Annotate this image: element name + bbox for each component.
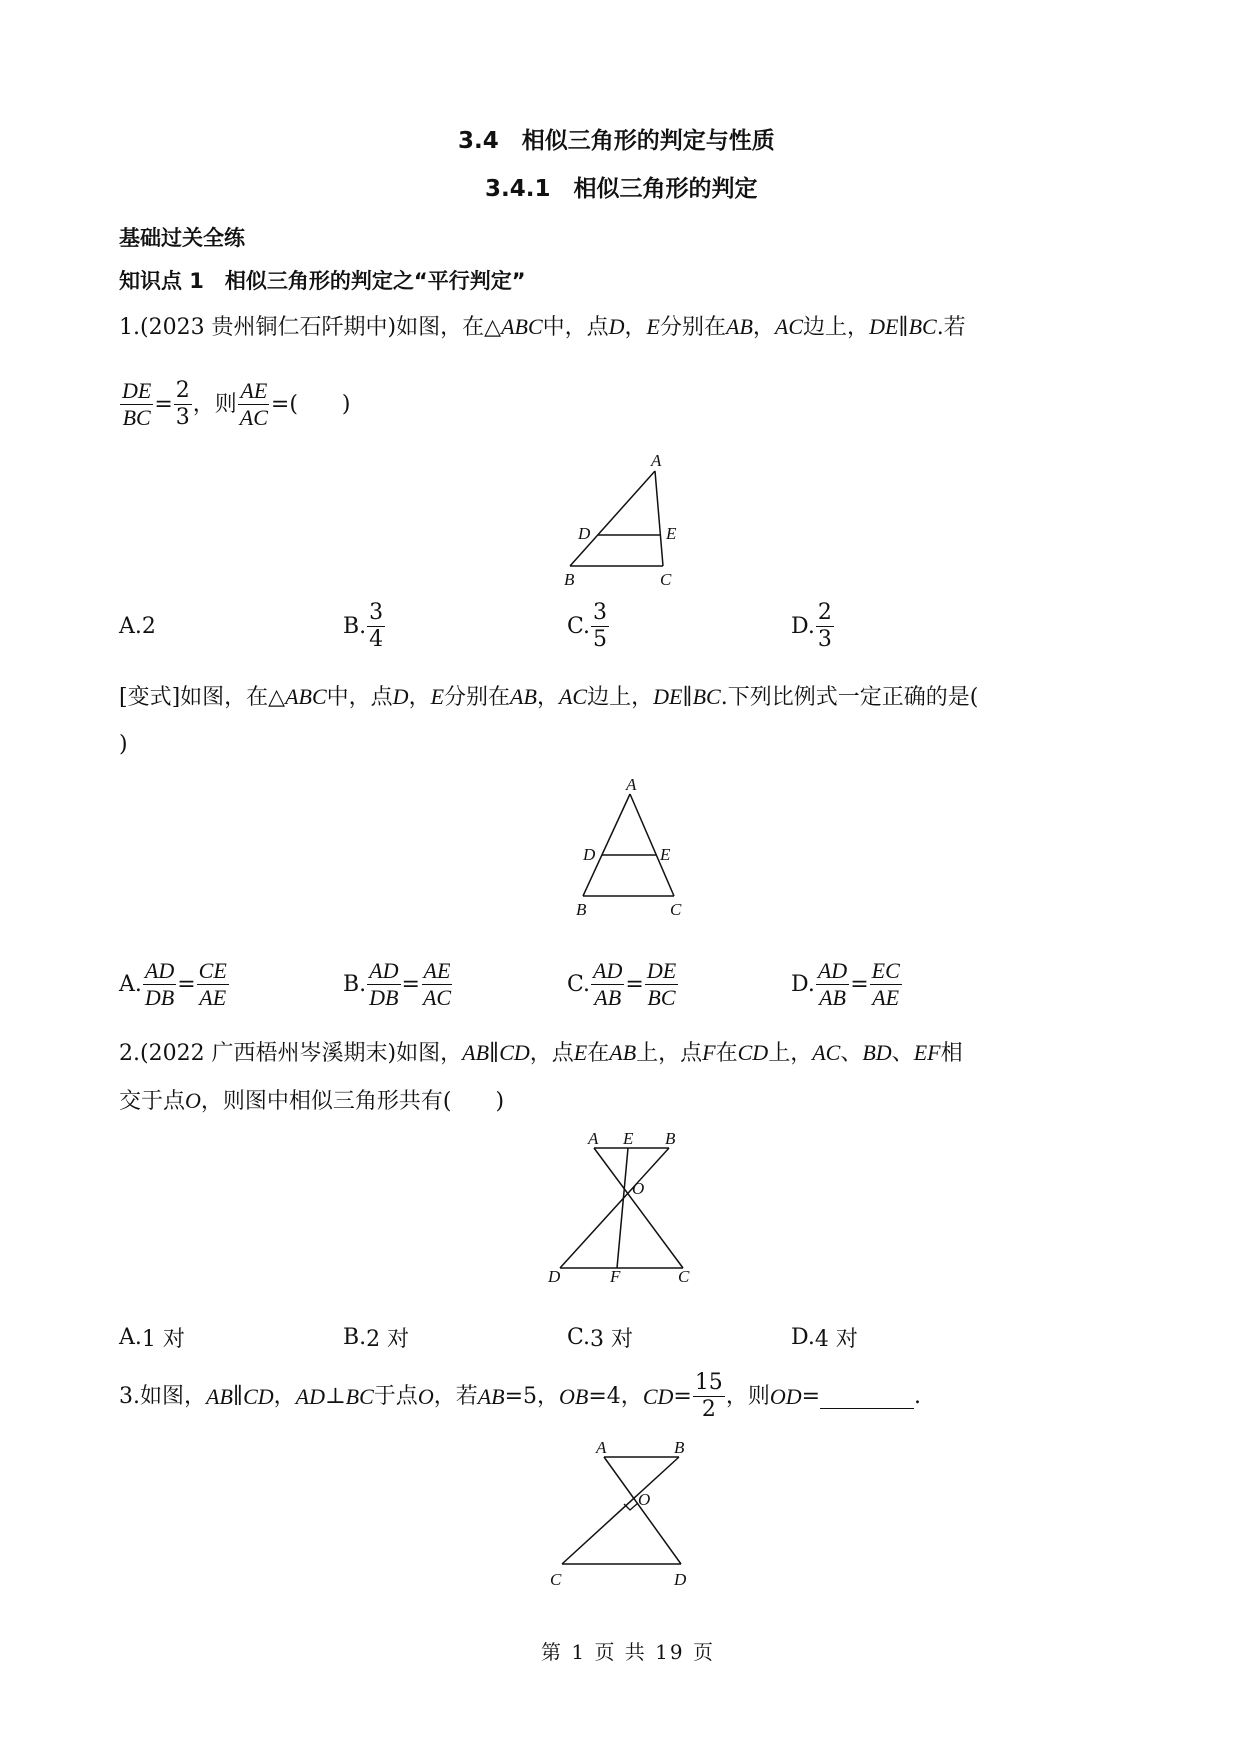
q2-choice-d[interactable]: D. 4 对	[791, 1325, 858, 1352]
q2-choice-b[interactable]: B. 2 对	[343, 1325, 410, 1352]
figure-label: D	[548, 1267, 561, 1286]
question-1-condition: $\frac{DE}{BC}$ = $\frac{2}{3}$ ，则 $\frac{AE}{AC}$ =( )	[122, 378, 351, 430]
question-2-line-2: 交于点O，则图中相似三角形共有( )	[119, 1088, 505, 1114]
figure-q2-crossed-triangles	[544, 1126, 704, 1286]
figure-label: C	[670, 900, 682, 919]
question-1-text: 1.(2023 贵州铜仁石阡期中)如图，在△ABC中，点D，E分别在AB，AC边上，DE∥BC.若	[119, 314, 966, 340]
figure-label: A	[588, 1129, 599, 1148]
question-2-text: 2.(2022 广西梧州岑溪期末)如图，AB∥CD，点E在AB上，点F在CD上，AC、BD、EF相	[119, 1040, 963, 1066]
figure-label: C	[550, 1570, 562, 1589]
figure-label: A	[651, 451, 662, 470]
figure-variant-triangle	[556, 772, 686, 922]
figure-label: E	[623, 1129, 634, 1148]
variant-choice-a[interactable]: A. $\frac{AD}{DB}$ = $\frac{CE}{AE}$	[119, 958, 227, 1010]
fraction-15-2: $\frac{15}{2}$	[694, 1370, 723, 1422]
figure-label: C	[660, 570, 672, 588]
q2-choice-a[interactable]: A. 1 对	[119, 1325, 185, 1352]
figure-q3-perpendicular	[540, 1434, 700, 1594]
variant-choice-d[interactable]: D. $\frac{AD}{AB}$ = $\frac{EC}{AE}$	[791, 958, 900, 1010]
fraction-de-bc: $\frac{DE}{BC}$	[122, 378, 152, 430]
page-footer: 第 1 页 共 19 页	[541, 1640, 715, 1664]
figure-label: D	[578, 524, 591, 543]
figure-label: A	[626, 775, 637, 794]
knowledge-point-heading: 知识点 1 相似三角形的判定之“平行判定”	[119, 269, 526, 293]
figure-q1-triangle	[560, 448, 690, 588]
section-title: 3.4.1 相似三角形的判定	[485, 176, 758, 202]
figure-label: D	[674, 1570, 687, 1589]
exercise-heading: 基础过关全练	[119, 226, 245, 250]
figure-label: B	[665, 1129, 676, 1148]
figure-label: O	[638, 1490, 651, 1509]
q1-choice-d[interactable]: D. $\frac{2}{3}$	[791, 600, 832, 652]
fraction-ae-ac: $\frac{AE}{AC}$	[239, 378, 268, 430]
figure-label: B	[564, 570, 575, 588]
q2-choice-c[interactable]: C. 3 对	[567, 1325, 634, 1352]
variant-choice-c[interactable]: C. $\frac{AD}{AB}$ = $\frac{DE}{BC}$	[567, 958, 677, 1010]
figure-label: B	[674, 1438, 685, 1457]
figure-label: E	[666, 524, 677, 543]
figure-label: A	[596, 1438, 607, 1457]
q1-choice-b[interactable]: B. $\frac{3}{4}$	[343, 600, 384, 652]
variant-question-line-2: )	[119, 732, 128, 757]
figure-label: C	[678, 1267, 690, 1286]
question-3-text: 3.如图， AB ∥ CD ， AD ⊥ BC 于点 O ，若 AB =5， OB =4， CD = $\frac{15}{2}$ ，则 OD = .	[119, 1370, 922, 1422]
q1-choice-a[interactable]: A. 2	[119, 614, 156, 639]
figure-label: B	[576, 900, 587, 919]
figure-label: O	[632, 1179, 645, 1198]
figure-label: F	[610, 1267, 621, 1286]
variant-choice-b[interactable]: B. $\frac{AD}{DB}$ = $\frac{AE}{AC}$	[343, 958, 452, 1010]
q1-choice-c[interactable]: C. $\frac{3}{5}$	[567, 600, 608, 652]
answer-blank[interactable]	[820, 1384, 914, 1409]
variant-question-text: [变式]如图，在△ABC中，点D，E分别在AB，AC边上，DE∥BC.下列比例式一定正确的是(	[119, 684, 979, 710]
chapter-title: 3.4 相似三角形的判定与性质	[458, 128, 775, 154]
figure-label: E	[660, 845, 671, 864]
figure-label: D	[583, 845, 596, 864]
fraction-2-3: $\frac{2}{3}$	[175, 378, 190, 430]
